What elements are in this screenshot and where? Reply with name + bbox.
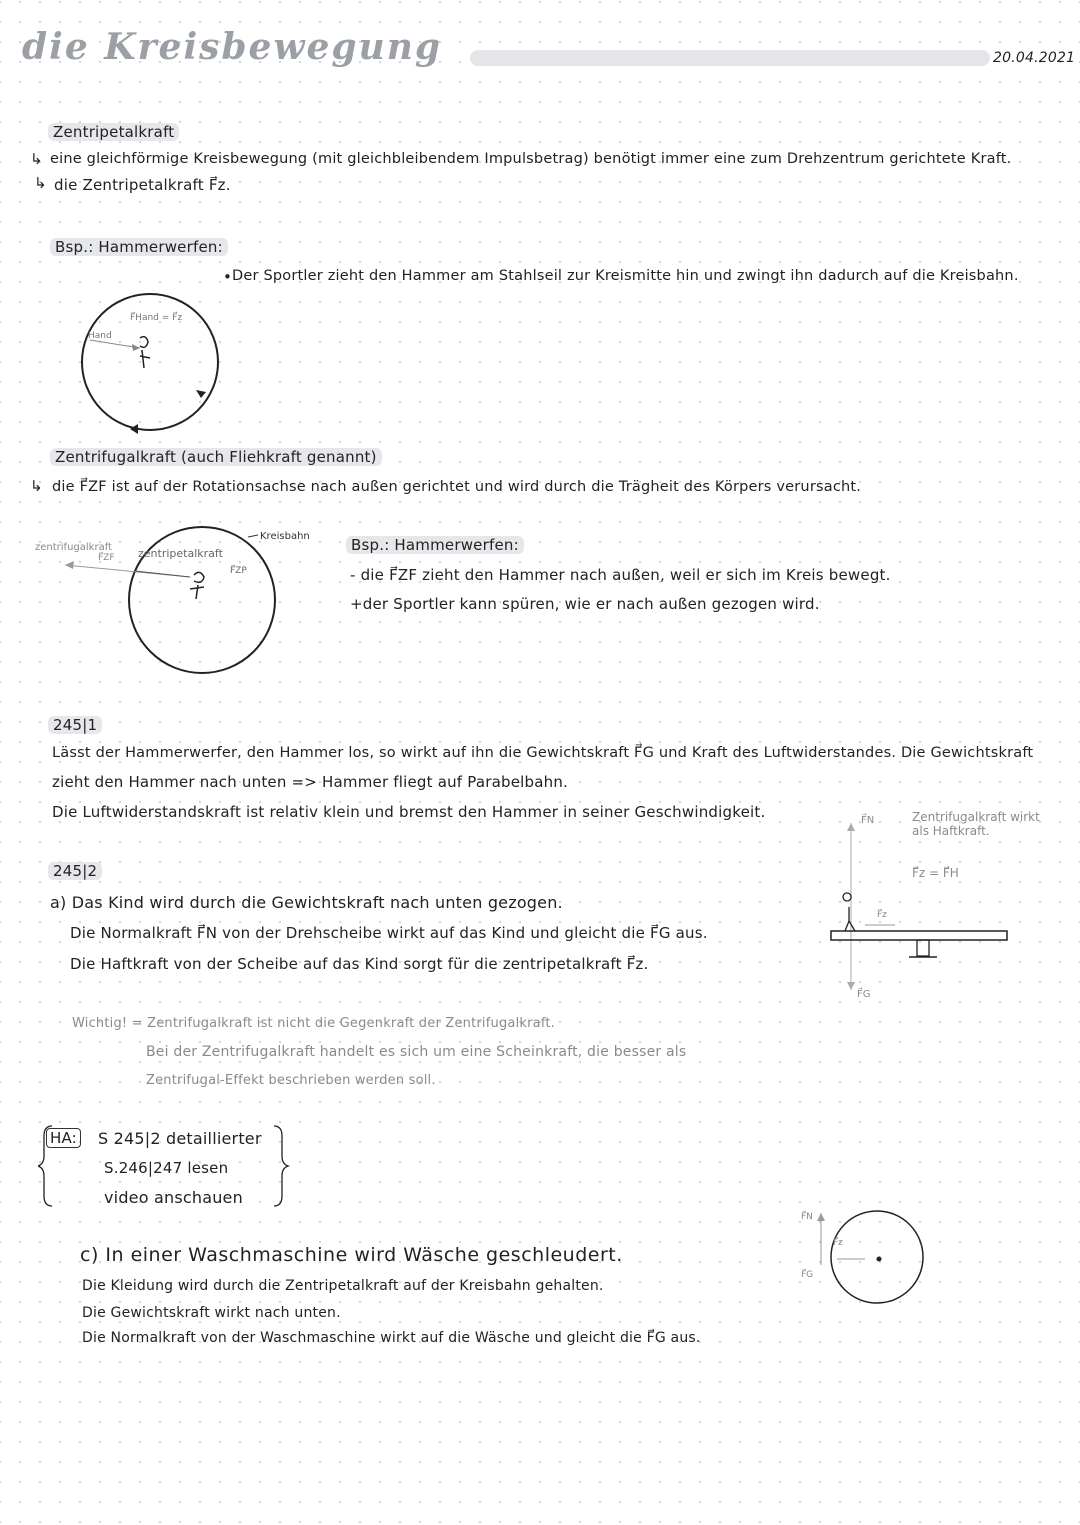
turntable-axis bbox=[917, 940, 929, 956]
label-fg: F⃗G bbox=[801, 1270, 814, 1280]
label-fz: F⃗z bbox=[877, 910, 887, 920]
label-fg: F⃗G bbox=[857, 989, 871, 1000]
label-fzf: F⃗ZF bbox=[98, 553, 115, 563]
task2-a-line-1: a) Das Kind wird durch die Gewichtskraft nach unten gezogen. bbox=[50, 893, 563, 912]
note-line-1: Wichtig! = Zentrifugalkraft ist nicht die Gegenkraft der Zentrifugalkraft. bbox=[72, 1016, 555, 1031]
orbit-arrow-right bbox=[196, 390, 206, 398]
homework-item-3: video anschauen bbox=[104, 1188, 243, 1207]
task2-a-line-2: Die Normalkraft F⃗N von der Drehscheibe wirkt auf das Kind und gleicht die F⃗G aus. bbox=[70, 924, 708, 942]
turntable-disc bbox=[831, 931, 1007, 940]
task2-c-line-4: Die Normalkraft von der Waschmaschine wirkt auf die Wäsche und gleicht die F⃗G aus. bbox=[82, 1330, 701, 1346]
label-fzp: F⃗ZP bbox=[230, 566, 247, 576]
side-note-line-1: Zentrifugalkraft wirkt bbox=[912, 810, 1040, 824]
child-figure bbox=[843, 893, 855, 931]
diagram-zentrifugal-circle bbox=[30, 525, 340, 675]
homework-item-2: S.246|247 lesen bbox=[104, 1159, 229, 1177]
arrow-marker: ↳ bbox=[34, 174, 47, 192]
task2-c-line-1: c) In einer Waschmaschine wird Wäsche geschleudert. bbox=[80, 1244, 623, 1266]
diagram-label-left: Hand bbox=[88, 331, 112, 341]
force-arrow-zp bbox=[135, 571, 190, 577]
task2-a-line-3: Die Haftkraft von der Scheibe auf das Kind sorgt für die zentripetalkraft F⃗z. bbox=[70, 955, 649, 973]
task2-c-line-3: Die Gewichtskraft wirkt nach unten. bbox=[82, 1305, 341, 1321]
title-highlight-bar bbox=[470, 50, 990, 66]
athlete-figure bbox=[140, 337, 150, 368]
label-kreisbahn: Kreisbahn bbox=[260, 531, 310, 542]
drum-center bbox=[877, 1257, 882, 1262]
arrow-marker: ↳ bbox=[30, 477, 43, 495]
diagram-washing-machine bbox=[795, 1195, 930, 1320]
brace-right bbox=[274, 1126, 288, 1206]
note-line-3: Zentrifugal-Effekt beschrieben werden soll. bbox=[146, 1073, 436, 1088]
homework-label: HA: bbox=[46, 1128, 81, 1148]
arrow-marker: ↳ bbox=[30, 150, 43, 168]
arrow-head bbox=[65, 561, 74, 569]
arrow-head bbox=[817, 1213, 825, 1221]
arrow-head bbox=[847, 982, 855, 990]
task1-line-1: Lässt der Hammerwerfer, den Hammer los, so wirkt auf ihn die Gewichtskraft F⃗G und Kraft des Luftwiderstandes. Die Gewichtskraft bbox=[52, 745, 1034, 761]
label-fn: F⃗N bbox=[801, 1212, 813, 1222]
section-heading-zentripetalkraft: Zentripetalkraft bbox=[48, 123, 179, 141]
diagram-label-top: F⃗Hand = F⃗z bbox=[130, 313, 183, 323]
example-2-line-2: +der Sportler kann spüren, wie er nach außen gezogen wird. bbox=[350, 595, 820, 613]
orbit-arrow-bottom bbox=[130, 424, 138, 434]
example-label-2: Bsp.: Hammerwerfen: bbox=[346, 536, 524, 554]
label-fn: F⃗N bbox=[861, 815, 875, 826]
task1-line-3: Die Luftwiderstandskraft ist relativ klein und bremst den Hammer in seiner Geschwindigkeit. bbox=[52, 803, 766, 821]
task-number-245-1: 245|1 bbox=[48, 716, 102, 734]
kreisbahn-pointer bbox=[248, 535, 258, 537]
note-line-2: Bei der Zentrifugalkraft handelt es sich um eine Scheinkraft, die besser als bbox=[146, 1044, 687, 1060]
example-2-line-1: - die F⃗ZF zieht den Hammer nach außen, weil er sich im Kreis bewegt. bbox=[350, 566, 891, 584]
side-note-formula: F⃗z = F⃗H bbox=[912, 866, 959, 880]
homework-item-1: S 245|2 detaillierter bbox=[98, 1129, 262, 1148]
task1-line-2: zieht den Hammer nach unten => Hammer fliegt auf Parabelbahn. bbox=[52, 773, 568, 791]
athlete-figure bbox=[190, 572, 204, 599]
page-title: die Kreisbewegung bbox=[22, 26, 443, 68]
drum-circle bbox=[831, 1211, 923, 1303]
arrow-head bbox=[847, 823, 855, 831]
zentrifugal-definition: die F⃗ZF ist auf der Rotationsachse nach außen gerichtet und wird durch die Trägheit des Körpers verursacht. bbox=[52, 479, 862, 495]
label-zentrifugalkraft: zentrifugalkraft bbox=[35, 542, 112, 553]
bullet: • bbox=[223, 268, 233, 286]
task2-c-line-2: Die Kleidung wird durch die Zentripetalkraft auf der Kreisbahn gehalten. bbox=[82, 1278, 604, 1294]
side-note-line-2: als Haftkraft. bbox=[912, 824, 990, 838]
zentripetal-definition: eine gleichförmige Kreisbewegung (mit gleichbleibendem Impulsbetrag) benötigt immer eine zum Drehzentrum gerichtete Kraft. bbox=[50, 151, 1012, 167]
date: 20.04.2021 bbox=[993, 50, 1076, 66]
example-text-1: Der Sportler zieht den Hammer am Stahlseil zur Kreismitte hin und zwingt ihn dadurch auf die Kreisbahn. bbox=[232, 268, 1019, 284]
task-number-245-2: 245|2 bbox=[48, 862, 102, 880]
label-fz: F⃗z bbox=[833, 1238, 843, 1248]
zentripetal-name: die Zentripetalkraft F⃗z. bbox=[54, 176, 231, 194]
label-zentripetalkraft: zentripetalkraft bbox=[138, 547, 223, 560]
arrow-head bbox=[132, 344, 140, 351]
diagram-hammer-circle bbox=[70, 290, 230, 440]
diagram-turntable bbox=[825, 805, 1015, 1005]
example-label-1: Bsp.: Hammerwerfen: bbox=[50, 238, 228, 256]
section-heading-zentrifugalkraft: Zentrifugalkraft (auch Fliehkraft genannt) bbox=[50, 448, 382, 466]
